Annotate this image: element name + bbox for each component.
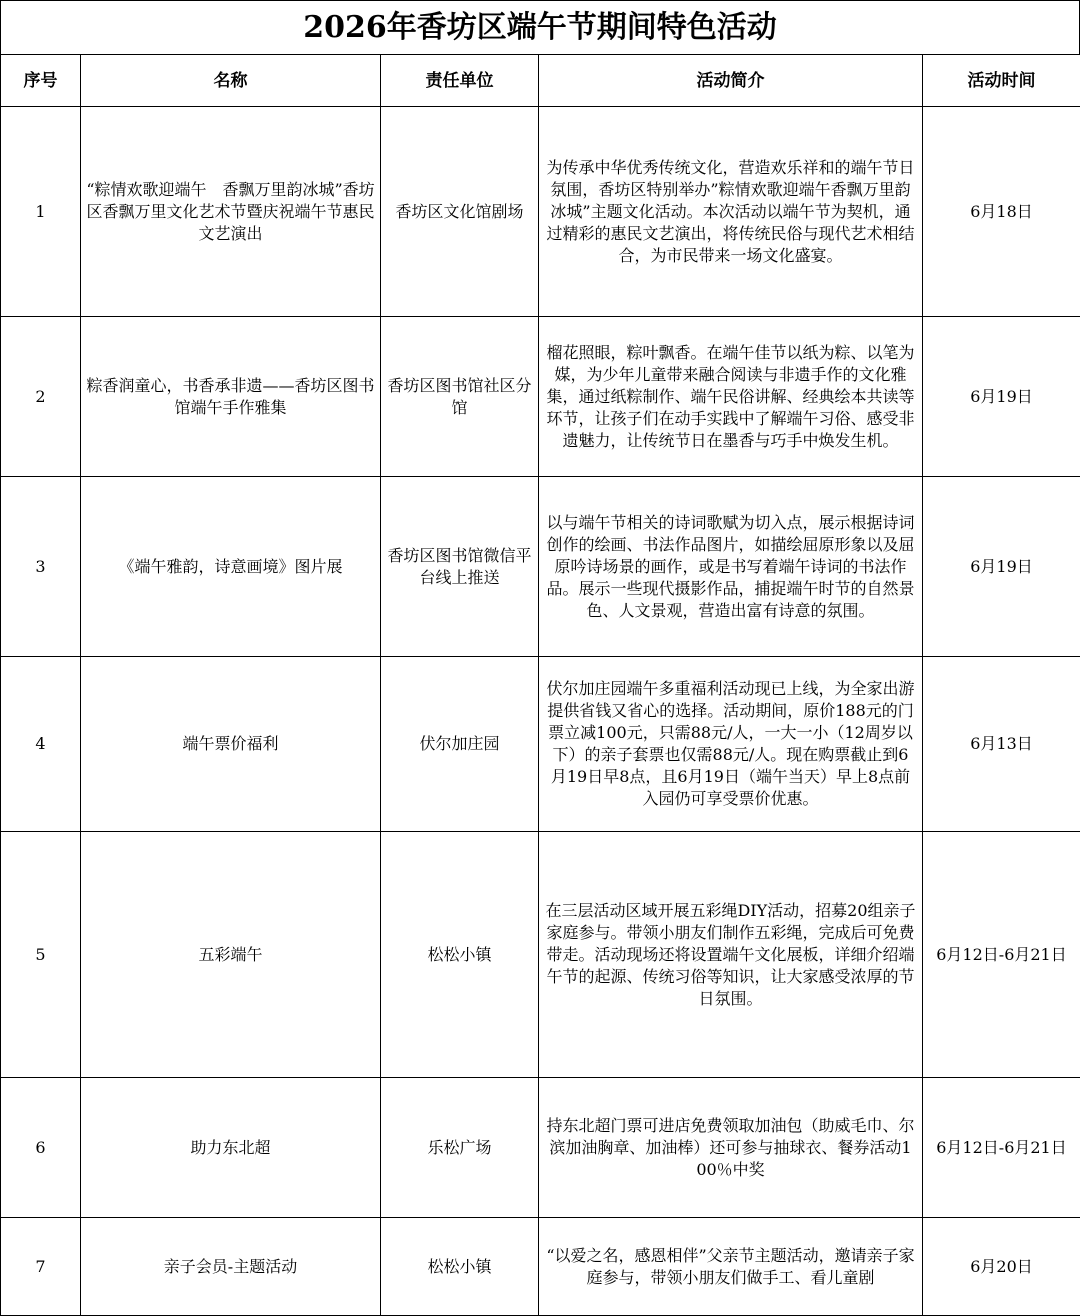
cell-time: 6月13日: [923, 657, 1080, 832]
cell-name: 亲子会员-主题活动: [81, 1218, 381, 1316]
cell-time: 6月19日: [923, 317, 1080, 477]
page-title: 2026年香坊区端午节期间特色活动: [0, 0, 1080, 54]
header-intro: 活动简介: [539, 55, 923, 107]
cell-name: 端午票价福利: [81, 657, 381, 832]
table-row: [1, 317, 1080, 477]
header-index: 序号: [1, 55, 81, 107]
table-row: [1, 832, 1080, 1078]
table-row: [1, 1078, 1080, 1218]
cell-intro: 持东北超门票可进店免费领取加油包（助威毛巾、尔滨加油胸章、加油棒）还可参与抽球衣、餐券活动100％中奖: [539, 1078, 923, 1218]
cell-intro: 伏尔加庄园端午多重福利活动现已上线，为全家出游提供省钱又省心的选择。活动期间，原价188元的门票立减100元，只需88元/人，一大一小（12周岁以下）的亲子套票也仅需88元/人。现在购票截止到6月19日早8点，且6月19日（端午当天）早上8点前入园仍可享受票价优惠。: [539, 657, 923, 832]
cell-time: 6月20日: [923, 1218, 1080, 1316]
cell-index: 5: [1, 832, 81, 1078]
table-row: [1, 477, 1080, 657]
cell-name: “粽情欢歌迎端午 香飘万里韵冰城”香坊区香飘万里文化艺术节暨庆祝端午节惠民文艺演出: [81, 107, 381, 317]
header-name: 名称: [81, 55, 381, 107]
table-row: [1, 657, 1080, 832]
cell-unit: 香坊区图书馆社区分馆: [381, 317, 539, 477]
cell-name: 粽香润童心，书香承非遗——香坊区图书馆端午手作雅集: [81, 317, 381, 477]
header-time: 活动时间: [923, 55, 1080, 107]
cell-intro: 在三层活动区域开展五彩绳DIY活动，招募20组亲子家庭参与。带领小朋友们制作五彩绳，完成后可免费带走。活动现场还将设置端午文化展板，详细介绍端午节的起源、传统习俗等知识，让大家感受浓厚的节日氛围。: [539, 832, 923, 1078]
cell-index: 4: [1, 657, 81, 832]
cell-intro: 榴花照眼，粽叶飘香。在端午佳节以纸为粽、以笔为媒，为少年儿童带来融合阅读与非遗手作的文化雅集，通过纸粽制作、端午民俗讲解、经典绘本共读等环节，让孩子们在动手实践中了解端午习俗、感受非遗魅力，让传统节日在墨香与巧手中焕发生机。: [539, 317, 923, 477]
cell-unit: 香坊区文化馆剧场: [381, 107, 539, 317]
cell-time: 6月12日-6月21日: [923, 1078, 1080, 1218]
cell-intro: 为传承中华优秀传统文化，营造欢乐祥和的端午节日氛围，香坊区特别举办”粽情欢歌迎端午香飘万里韵冰城”主题文化活动。本次活动以端午节为契机，通过精彩的惠民文艺演出，将传统民俗与现代艺术相结合，为市民带来一场文化盛宴。: [539, 107, 923, 317]
cell-intro: 以与端午节相关的诗词歌赋为切入点，展示根据诗词创作的绘画、书法作品图片，如描绘屈原形象以及屈原吟诗场景的画作，或是书写着端午诗词的书法作品。展示一些现代摄影作品，捕捉端午时节的自然景色、人文景观，营造出富有诗意的氛围。: [539, 477, 923, 657]
cell-unit: 伏尔加庄园: [381, 657, 539, 832]
cell-unit: 松松小镇: [381, 1218, 539, 1316]
table-row: [1, 1218, 1080, 1316]
cell-time: 6月12日-6月21日: [923, 832, 1080, 1078]
cell-time: 6月19日: [923, 477, 1080, 657]
cell-name: 五彩端午: [81, 832, 381, 1078]
activities-table: [0, 54, 1080, 1316]
cell-index: 7: [1, 1218, 81, 1316]
cell-unit: 乐松广场: [381, 1078, 539, 1218]
cell-name: 助力东北超: [81, 1078, 381, 1218]
cell-time: 6月18日: [923, 107, 1080, 317]
cell-index: 6: [1, 1078, 81, 1218]
table-row: [1, 107, 1080, 317]
table-header-row: [1, 55, 1080, 107]
cell-unit: 香坊区图书馆微信平台线上推送: [381, 477, 539, 657]
cell-index: 2: [1, 317, 81, 477]
cell-intro: “以爱之名，感恩相伴”父亲节主题活动，邀请亲子家庭参与，带领小朋友们做手工、看儿童剧: [539, 1218, 923, 1316]
cell-index: 1: [1, 107, 81, 317]
cell-unit: 松松小镇: [381, 832, 539, 1078]
cell-name: 《端午雅韵，诗意画境》图片展: [81, 477, 381, 657]
header-unit: 责任单位: [381, 55, 539, 107]
cell-index: 3: [1, 477, 81, 657]
